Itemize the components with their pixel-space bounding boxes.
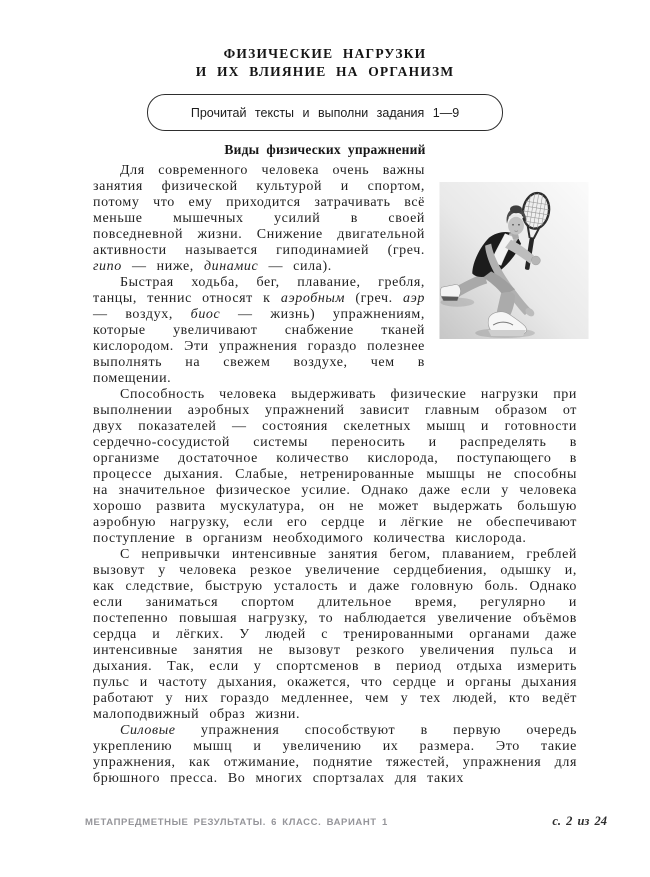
page-title-line-1: ФИЗИЧЕСКИЕ НАГРУЗКИ xyxy=(223,46,427,61)
page-footer xyxy=(85,814,607,829)
paragraph-2: Быстрая ходьба, бег, плавание, гребля, танцы, теннис относят к аэробным (греч. аэр — воздух, биос — жизнь) упражнениям, которые увеличивают снабжение тканей кислородом. Эти упражнения гораздо полезнее выполнять на свежем воздухе, чем в помещении. xyxy=(93,275,425,386)
task-instruction-box xyxy=(147,94,503,131)
page-title xyxy=(0,0,650,80)
footer-caption: МЕТАПРЕДМЕТНЫЕ РЕЗУЛЬТАТЫ. 6 КЛАСС. ВАРИАНТ 1 xyxy=(85,817,388,828)
paragraph-3: Способность человека выдерживать физические нагрузки при выполнении аэробных упражнений зависит главным образом от двух показателей — состояния скелетных мышц и готовности сердечно-сосудистой системы переносить и распределять в организме достаточное количество кислорода, поступающего в процессе дыхания. Слабые, нетренированные мышцы не способны на значительное физическое усилие. Однако даже если у человека хорошо развита мускулатура, он не может выдержать большую аэробную нагрузку, если его сердце и лёгкие не обеспечивают поступление в организм необходимого количества кислорода. xyxy=(93,387,577,546)
section-heading: Виды физических упражнений xyxy=(224,142,426,157)
paragraph-2-text: Быстрая ходьба, бег, плавание, гребля, танцы, теннис относят к xyxy=(93,275,425,306)
page-title-line-2: И ИХ ВЛИЯНИЕ НА ОРГАНИЗМ xyxy=(195,63,455,79)
paragraph-1-text: Для современного человека очень важны занятия физической культурой и спортом, потому что ему приходится затрачивать всё меньше мышечных усилий в своей повседневной жизни. Снижение двигательной активности называется гиподинамией (греч. xyxy=(93,163,425,258)
term-dinamis: динамис xyxy=(203,259,259,274)
term-silovye: Силовые xyxy=(120,723,176,738)
photo-background xyxy=(439,182,588,339)
article-body xyxy=(93,163,577,787)
paragraph-4: С непривычки интенсивные занятия бегом, плаванием, греблей вызовут у человека резкое увеличение сердцебиения, одышку и, как следствие, быструю усталость и даже головную боль. Однако если заниматься спортом длительное время, регулярно и постепенно повышая нагрузку, то наблюдается увеличение объёмов сердца и лёгких. У людей с тренированными органами даже интенсивные занятия не вызовут резкого увеличения пульса и дыхания. Так, если у спортсменов в период отдыха измерить пульс и частоту дыхания, окажется, что сердце и органы дыхания работают у них гораздо медленнее, чем у тех людей, кто ведёт малоподвижный образ жизни. xyxy=(93,547,577,722)
squash-player-photo xyxy=(439,182,589,339)
task-instruction-text: Прочитай тексты и выполни задания 1—9 xyxy=(190,105,460,120)
term-aerobnym: аэробным xyxy=(280,291,346,306)
squash-player-illustration xyxy=(439,182,589,339)
page-number: с. 2 из 24 xyxy=(552,814,607,828)
term-aer: аэр xyxy=(403,291,425,306)
term-gipo: гипо xyxy=(93,259,122,274)
paragraph-1: Для современного человека очень важны занятия физической культурой и спортом, потому что ему приходится затрачивать всё меньше мышечных усилий в своей повседневной жизни. Снижение двигательной активности называется гиподинамией (греч. гипо — ниже, динамис — сила). xyxy=(93,163,577,275)
term-bios: биос xyxy=(190,307,221,322)
paragraph-5: Силовые упражнения способствуют в первую очередь укреплению мышц и увеличению их размера. Это такие упражнения, как отжимание, поднятие тяжестей, упражнения для брюшного пресса. Во многих спортзалах для таких xyxy=(93,723,577,786)
